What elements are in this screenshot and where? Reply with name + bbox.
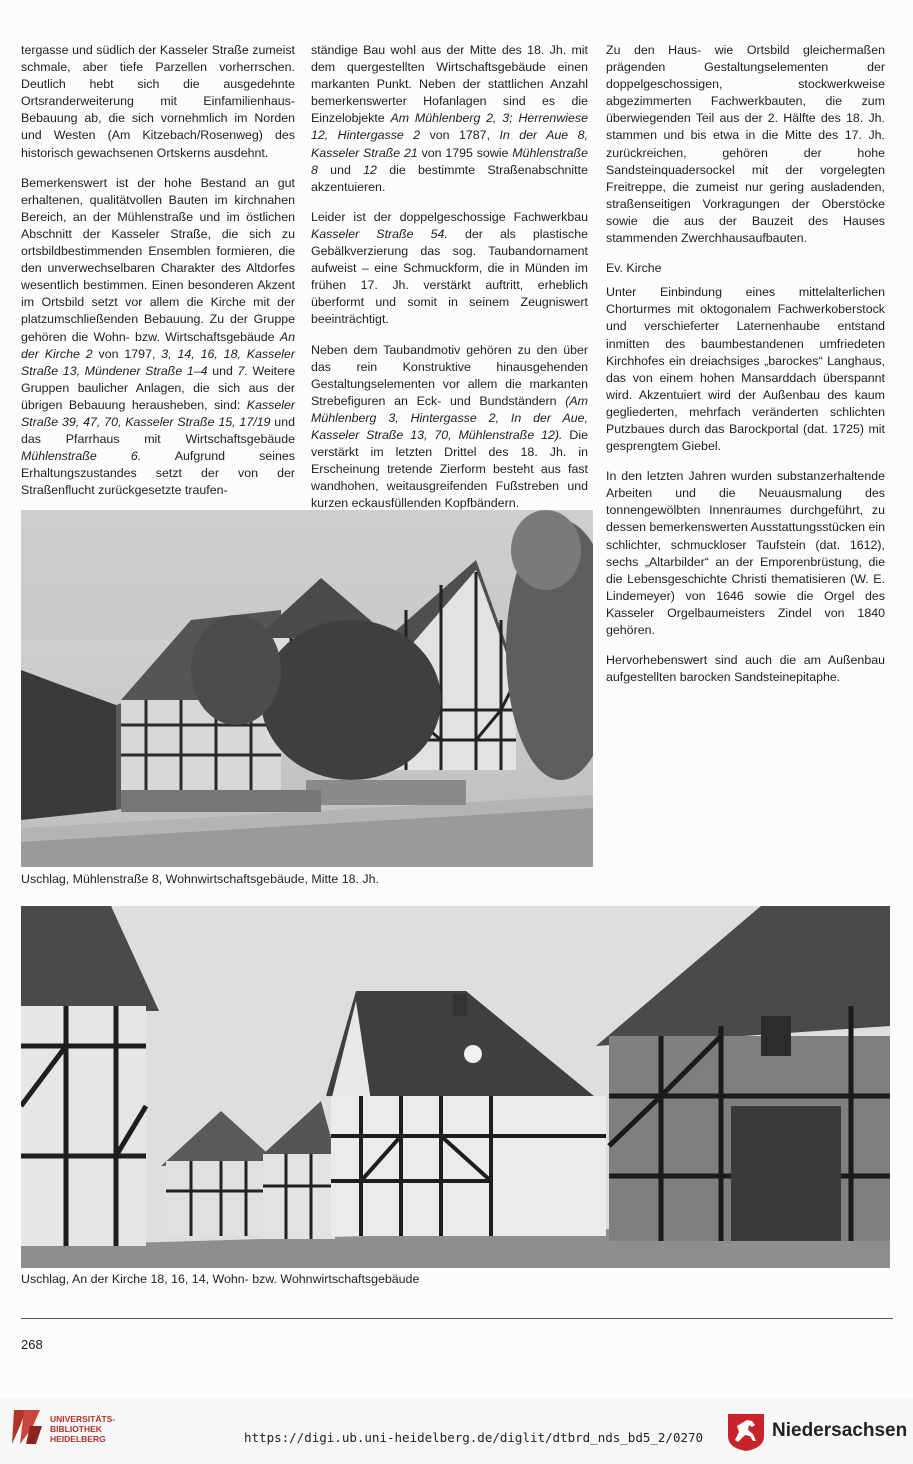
paragraph: Bemerkenswert ist der hohe Bestand an gut erhaltenen, qualitätvollen Bauten im kirchnahen Bereich, an der Mühlenstraße und im östlichen Abschnitt der Kasseler Straße, die sich zu ortsbildbestimmenden Ensemblen formieren, die den unverwechselbaren Charakter des Altdorfes wesentlich bestimmen. Einen besonderen Akzent im Ortsbild setzt vor allem die Kirche mit der platzumschließenden Bebauung. Zu der Gruppe gehören die Wohn- bzw. Wirtschaftsgebäude An der Kirche 2 von 1797, 3, 14, 16, 18, Kasseler Straße 13, Mündener Straße 1–4 und 7. Weitere Gruppen baulicher Anlagen, die sich aus der übrigen Bebauung herausheben, sind: Kasseler Straße 39, 47, 70, Kasseler Straße 15, 17/19 und das Pfarrhaus mit Wirtschaftsgebäude Mühlenstraße 6. Aufgrund seines Erhaltungszustandes setzt der von der Straßenflucht zurückgesetzte traufen-: [21, 175, 295, 498]
page-number: 268: [21, 1337, 43, 1352]
photo-an-der-kirche: [21, 906, 890, 1268]
library-name: UNIVERSITÄTS- BIBLIOTHEK HEIDELBERG: [50, 1414, 116, 1444]
paragraph: Unter Einbindung eines mittelalterlichen Chorturmes mit oktogonalem Fachwerkoberstock und verschieferter Laternenhaube entstand inmitten des baumbestandenen umfriedeten Kirchhofes ein dreiachsiges „barockes“ Langhaus, das von einem hohen Mansarddach überspannt wird. Akzentuiert wird der Außenbau des kaum gegliederten, mehrfach veränderten schlichten Putzbaues durch das Barockportal (dat. 1725) mit gesprengtem Giebel.: [606, 285, 885, 454]
text-column-2: [311, 42, 588, 525]
section-heading: Ev. Kirche: [606, 261, 662, 276]
photo-muehlenstrasse-8: [21, 510, 593, 867]
paragraph: tergasse und südlich der Kasseler Straße zumeist schmale, aber tiefe Parzellen vorherrschen. Deutlich hebt sich die ausgedehnte Ortsranderweiterung mit Einfamilienhaus-Bebauung ab, die sich vornehmlich im Norden und Westen (Am Kitzebach/Rosenweg) des historisch gewachsenen Ortskerns ausdehnt.: [21, 43, 295, 160]
paragraph: Zu den Haus- wie Ortsbild gleichermaßen prägenden Gestaltungselementen der doppelgeschossigen, stockwerkweise abgezimmerten Fachwerkbauten, die zum überwiegenden Teil aus der 2. Hälfte des 18. Jh. stammen und bis etwa in die Mitte des 17. Jh. zurückreichen, gehören der hohe Sandsteinquadersockel mit der vorgelegten Freitreppe, die zumeist nur gering ausladenden, straßenseitigen Vorkragungen der Oberstöcke sowie die aus der Bauzeit des Hauses stammenden Zwerchhausaufbauten.: [606, 43, 885, 246]
lower-saxony-horse-icon: [726, 1412, 766, 1452]
paragraph: In den letzten Jahren wurden substanzerhaltende Arbeiten und die Neuausmalung des tonnengewölbten Innenraumes durchgeführt, zu dessen bemerkenswerten Ausstattungsstücken ein schlichter, schmuckloser Taufstein (dat. 1612), sechs „Altarbilder“ an der Emporenbrüstung, die die Lebensgeschichte Christi thematisieren (W. E. Lindemeyer) von 1646 sowie die Orgel des Kasseler Orgelbaumeisters Zindel von 1840 gehören.: [606, 469, 885, 637]
university-library-logo-icon: [10, 1406, 44, 1448]
paragraph: Leider ist der doppelgeschossige Fachwerkbau Kasseler Straße 54. der als plastische Gebälkverzierung das sog. Taubandornament aufweist – eine Schmuckform, die in Münden im frühen 17. Jh. verstärkt auftritt, erheblich überformt und somit in seinem Zeugniswert beeinträchtigt.: [311, 209, 588, 327]
state-name: Niedersachsen: [772, 1420, 908, 1441]
paragraph: Hervorhebenswert sind auch die am Außenbau aufgestellten barocken Sandsteinepitaphe.: [606, 653, 885, 685]
permalink-url[interactable]: https://digi.ub.uni-heidelberg.de/diglit/dtbrd_nds_bd5_2/0270: [244, 1430, 704, 1445]
paragraph: Neben dem Taubandmotiv gehören zu den über das rein Konstruktive hinausgehenden Gestaltungselementen vor allem die markanten Strebefiguren an Eck- und Bundständern (Am Mühlenberg 3, Hintergasse 2, In der Aue, Kasseler Straße 13, 70, Mühlenstraße 12). Die verstärkt im letzten Drittel des 18. Jh. in Erscheinung tretende Zierform besteht aus fast wandhohen, weitausgreifenden Fußstreben und kurzen eckausfüllenden Kopfbändern.: [311, 342, 588, 511]
paragraph: ständige Bau wohl aus der Mitte des 18. Jh. mit dem quergestellten Wirtschaftsgebäude einen markanten Punkt. Neben der stattlichen Anzahl bemerkenswerter Hofanlagen sind es die Einzelobjekte Am Mühlenberg 2, 3; Herrenwiese 12, Hintergasse 2 von 1787, In der Aue 8, Kasseler Straße 21 von 1795 sowie Mühlenstraße 8 und 12 die bestimmte Straßenabschnitte akzentuieren.: [311, 43, 588, 194]
digitization-footer: [0, 1398, 913, 1464]
footer-divider: [21, 1318, 893, 1319]
photo-caption: Uschlag, An der Kirche 18, 16, 14, Wohn- bzw. Wohnwirtschaftsgebäude: [21, 1272, 420, 1286]
text-column-3: [606, 42, 885, 699]
photo-caption: Uschlag, Mühlenstraße 8, Wohnwirtschaftsgebäude, Mitte 18. Jh.: [21, 872, 379, 886]
text-column-1: [21, 42, 295, 512]
